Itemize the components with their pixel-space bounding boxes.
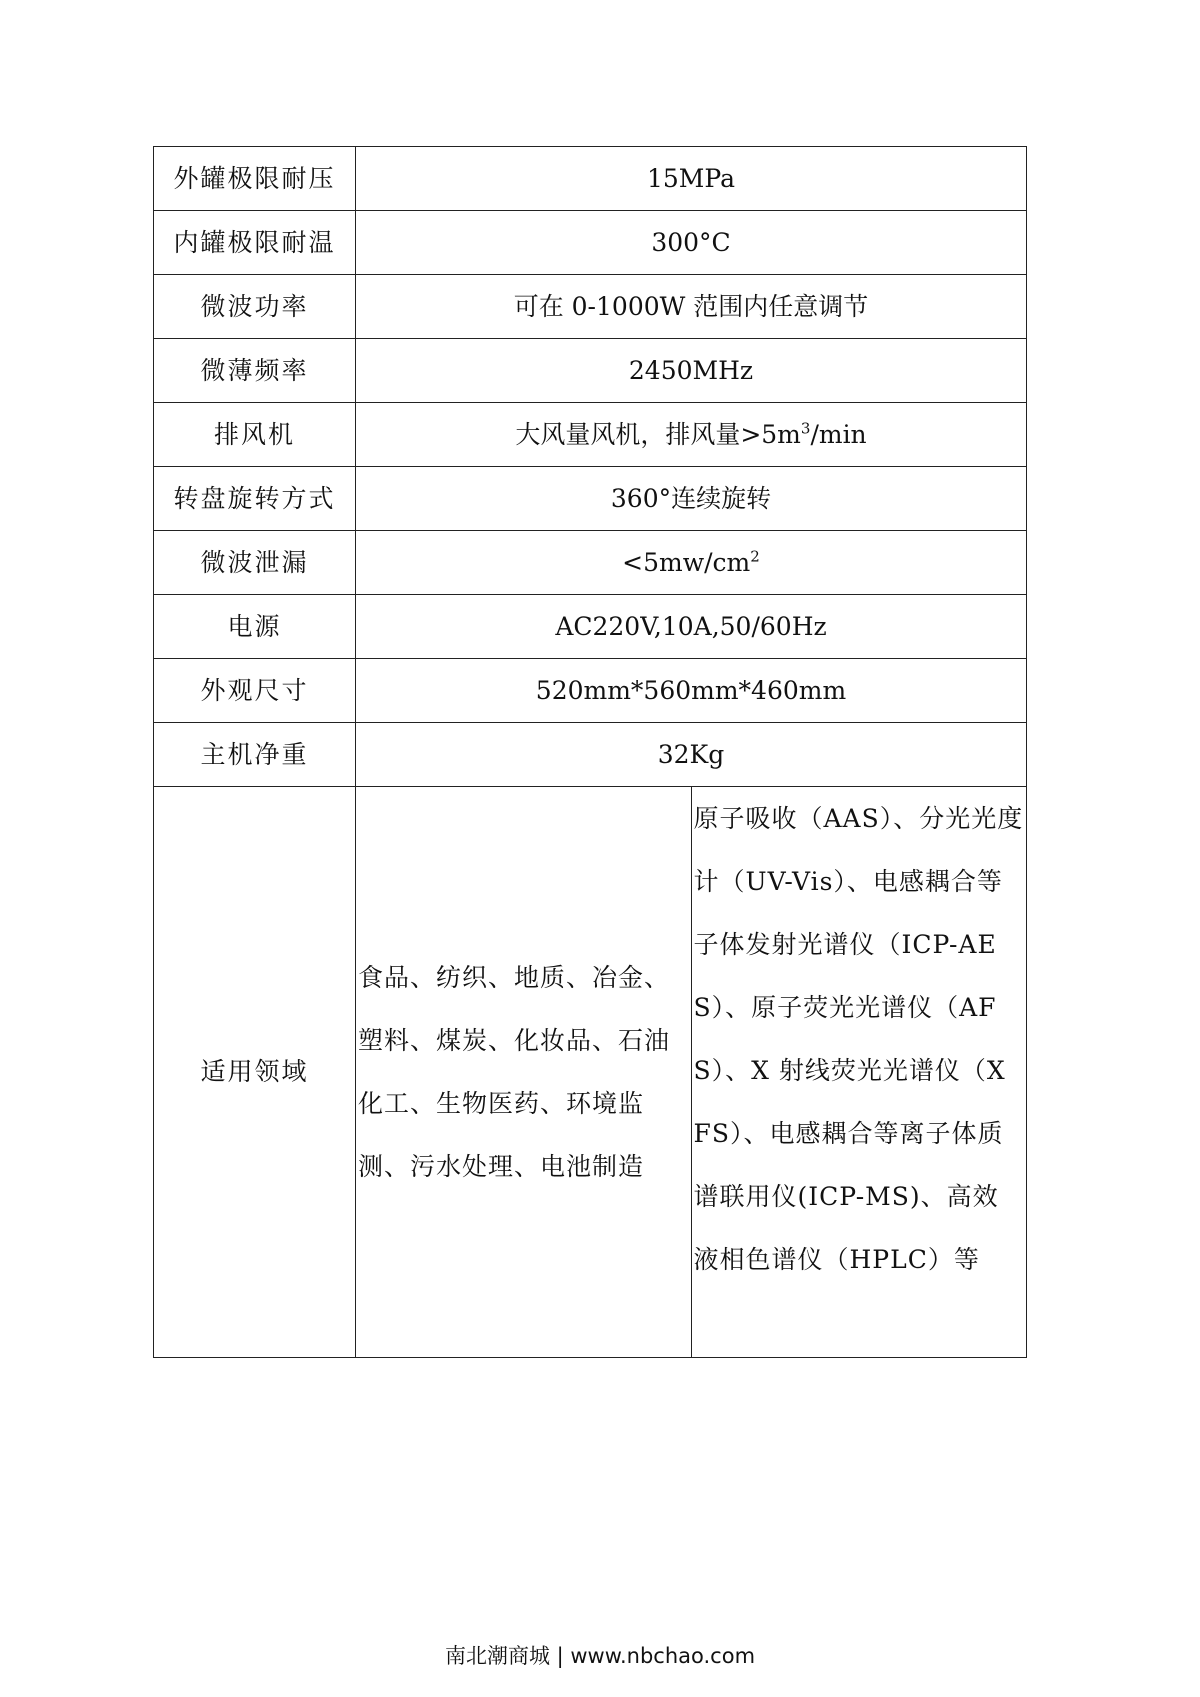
spec-value: 360°连续旋转 [356, 467, 1027, 531]
spec-row [154, 403, 1027, 467]
footer-watermark: 南北潮商城 | www.nbchao.com [444, 1644, 756, 1668]
spec-value [356, 531, 1027, 595]
spec-label: 排风机 [154, 403, 356, 467]
spec-table [153, 146, 1027, 1358]
spec-value-text: 大风量风机，排风量>5m [515, 419, 801, 449]
spec-value: 520mm*560mm*460mm [356, 659, 1027, 723]
spec-label: 主机净重 [154, 723, 356, 787]
spec-label: 微波功率 [154, 275, 356, 339]
spec-label: 外观尺寸 [154, 659, 356, 723]
spec-value: 2450MHz [356, 339, 1027, 403]
spec-value-text: <5mw/cm [622, 547, 751, 577]
spec-value: 32Kg [356, 723, 1027, 787]
superscript: 2 [750, 547, 760, 566]
spec-label: 内罐极限耐温 [154, 211, 356, 275]
spec-row [154, 211, 1027, 275]
spec-row [154, 275, 1027, 339]
spec-row [154, 531, 1027, 595]
spec-row [154, 723, 1027, 787]
spec-label: 外罐极限耐压 [154, 147, 356, 211]
spec-label: 转盘旋转方式 [154, 467, 356, 531]
spec-value: AC220V,10A,50/60Hz [356, 595, 1027, 659]
application-industries: 食品、纺织、地质、冶金、塑料、煤炭、化妆品、石油化工、生物医药、环境监测、污水处理、电池制造 [356, 787, 692, 1358]
spec-row [154, 659, 1027, 723]
spec-value [356, 403, 1027, 467]
spec-row [154, 339, 1027, 403]
spec-label: 电源 [154, 595, 356, 659]
spec-value: 可在 0-1000W 范围内任意调节 [356, 275, 1027, 339]
application-label: 适用领域 [154, 787, 356, 1358]
spec-label: 微波泄漏 [154, 531, 356, 595]
spec-row [154, 147, 1027, 211]
application-instruments: 原子吸收（AAS）、分光光度计（UV-Vis）、电感耦合等子体发射光谱仪（ICP-AES）、原子荧光光谱仪（AFS）、X 射线荧光光谱仪（XFS）、电感耦合等离子体质谱联用仪(ICP-MS)、高效液相色谱仪（HPLC）等 [691, 787, 1027, 1358]
spec-row [154, 595, 1027, 659]
application-row [154, 787, 1027, 1358]
spec-value-suffix: /min [810, 419, 867, 449]
spec-value: 15MPa [356, 147, 1027, 211]
spec-label: 微薄频率 [154, 339, 356, 403]
spec-value: 300°C [356, 211, 1027, 275]
superscript: 3 [800, 419, 811, 438]
spec-row [154, 467, 1027, 531]
